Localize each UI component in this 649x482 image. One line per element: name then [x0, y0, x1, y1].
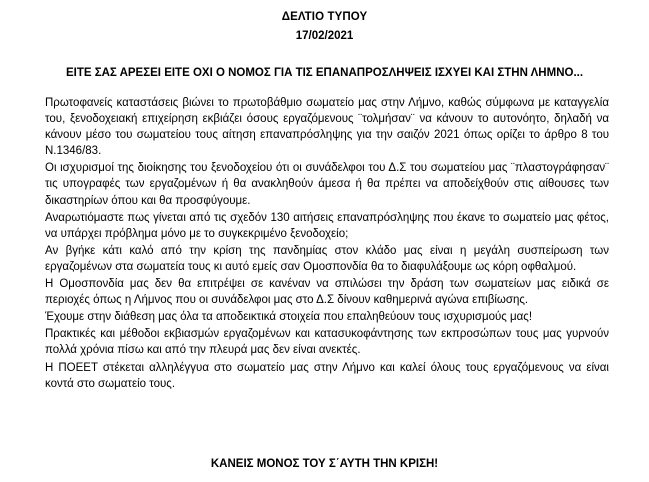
paragraph-6: Έχουμε στην διάθεση μας όλα τα αποδεικτικά στοιχεία που επαληθεύουν τους ισχυρισμούς μας!: [45, 311, 533, 324]
paragraph-2: Οι ισχυρισμοί της διοίκησης του ξενοδοχείου ότι οι συνάδελφοι του Δ.Σ του σωματείου μας ¨πλαστογράφησαν¨ τις υπογραφές των εργαζομένων ή θα ανακληθούν άμεσα ή θα πρέπει να αποδείχθούν στις αίθουσες των δικαστηρίων όπου και θα προσφύγουμε.: [45, 162, 609, 207]
paragraph-5: Η Ομοσπονδία μας δεν θα επιτρέψει σε κανέναν να σπιλώσει την δράση των σωματείων μας ειδικά σε περιοχές όπως η Λήμνος που οι συνάδελφοι μας στο Δ.Σ δίνουν καθημερινά αγώνα επιβίωσης.: [45, 278, 609, 307]
paragraph-1: Πρωτοφανείς καταστάσεις βιώνει το πρωτοβάθμιο σωματείο μας στην Λήμνο, καθώς σύμφωνα με καταγγελία του, ξενοδοχειακή επιχείρηση εκβιάζει όσους εργαζόμενους ¨τολμήσαν¨ να κάνουν το αυτονόητο, δηλαδή να κάνουν μέσο του σωματείου τους αίτηση επαναπρόσληψης για την σαιζόν 2021 όπως ορίζει το άρθρο 8 του Ν.1346/83.: [45, 97, 609, 158]
closing-slogan: ΚΑΝΕΙΣ ΜΟΝΟΣ ΤΟΥ Σ΄ΑΥΤΗ ΤΗΝ ΚΡΙΣΗ!: [210, 458, 439, 470]
document-headline: ΕΙΤΕ ΣΑΣ ΑΡΕΣΕΙ ΕΙΤΕ ΟΧΙ Ο ΝΟΜΟΣ ΓΙΑ ΤΙΣ ΕΠΑΝΑΠΡΟΣΛΗΨΕΙΣ ΙΣΧΥΕΙ ΚΑΙ ΣΤΗΝ ΛΗΜΝΟ...: [65, 67, 584, 79]
paragraph-3: Αναρωτιόμαστε πως γίνεται από τις σχεδόν 130 αιτήσεις επαναπρόσληψης που έκανε το σωματείο μας φέτος, να υπάρχει πρόβλημα μόνο με το συγκεκριμένο ξενοδοχείο;: [45, 211, 609, 240]
paragraph-8: Η ΠΟΕΕΤ στέκεται αλληλέγγυα στο σωματείο μας στην Λήμνο και καλεί όλους τους εργαζόμενους να είναι κοντά στο σωματείο τους.: [45, 361, 609, 390]
document-body: [45, 95, 609, 393]
document-date: 17/02/2021: [295, 30, 354, 42]
paragraph-7: Πρακτικές και μέθοδοι εκβιασμών εργαζομένων και κατασυκοφάντησης των εκπροσώπων τους μας γυρνούν πολλά χρόνια πίσω και από την πλευρά μας δεν είναι ανεκτές.: [45, 328, 609, 357]
paragraph-4: Αν βγήκε κάτι καλό από την κρίση της πανδημίας στον κλάδο μας είναι η μεγάλη συσπείρωση των εργαζομένων στα σωματεία τους κι αυτό εμείς σαν Ομοσπονδία θα το διαφυλάξουμε ως κόρη οφθαλμού.: [45, 244, 609, 273]
document-title: ΔΕΛΤΙΟ ΤΥΠΟΥ: [281, 11, 368, 23]
